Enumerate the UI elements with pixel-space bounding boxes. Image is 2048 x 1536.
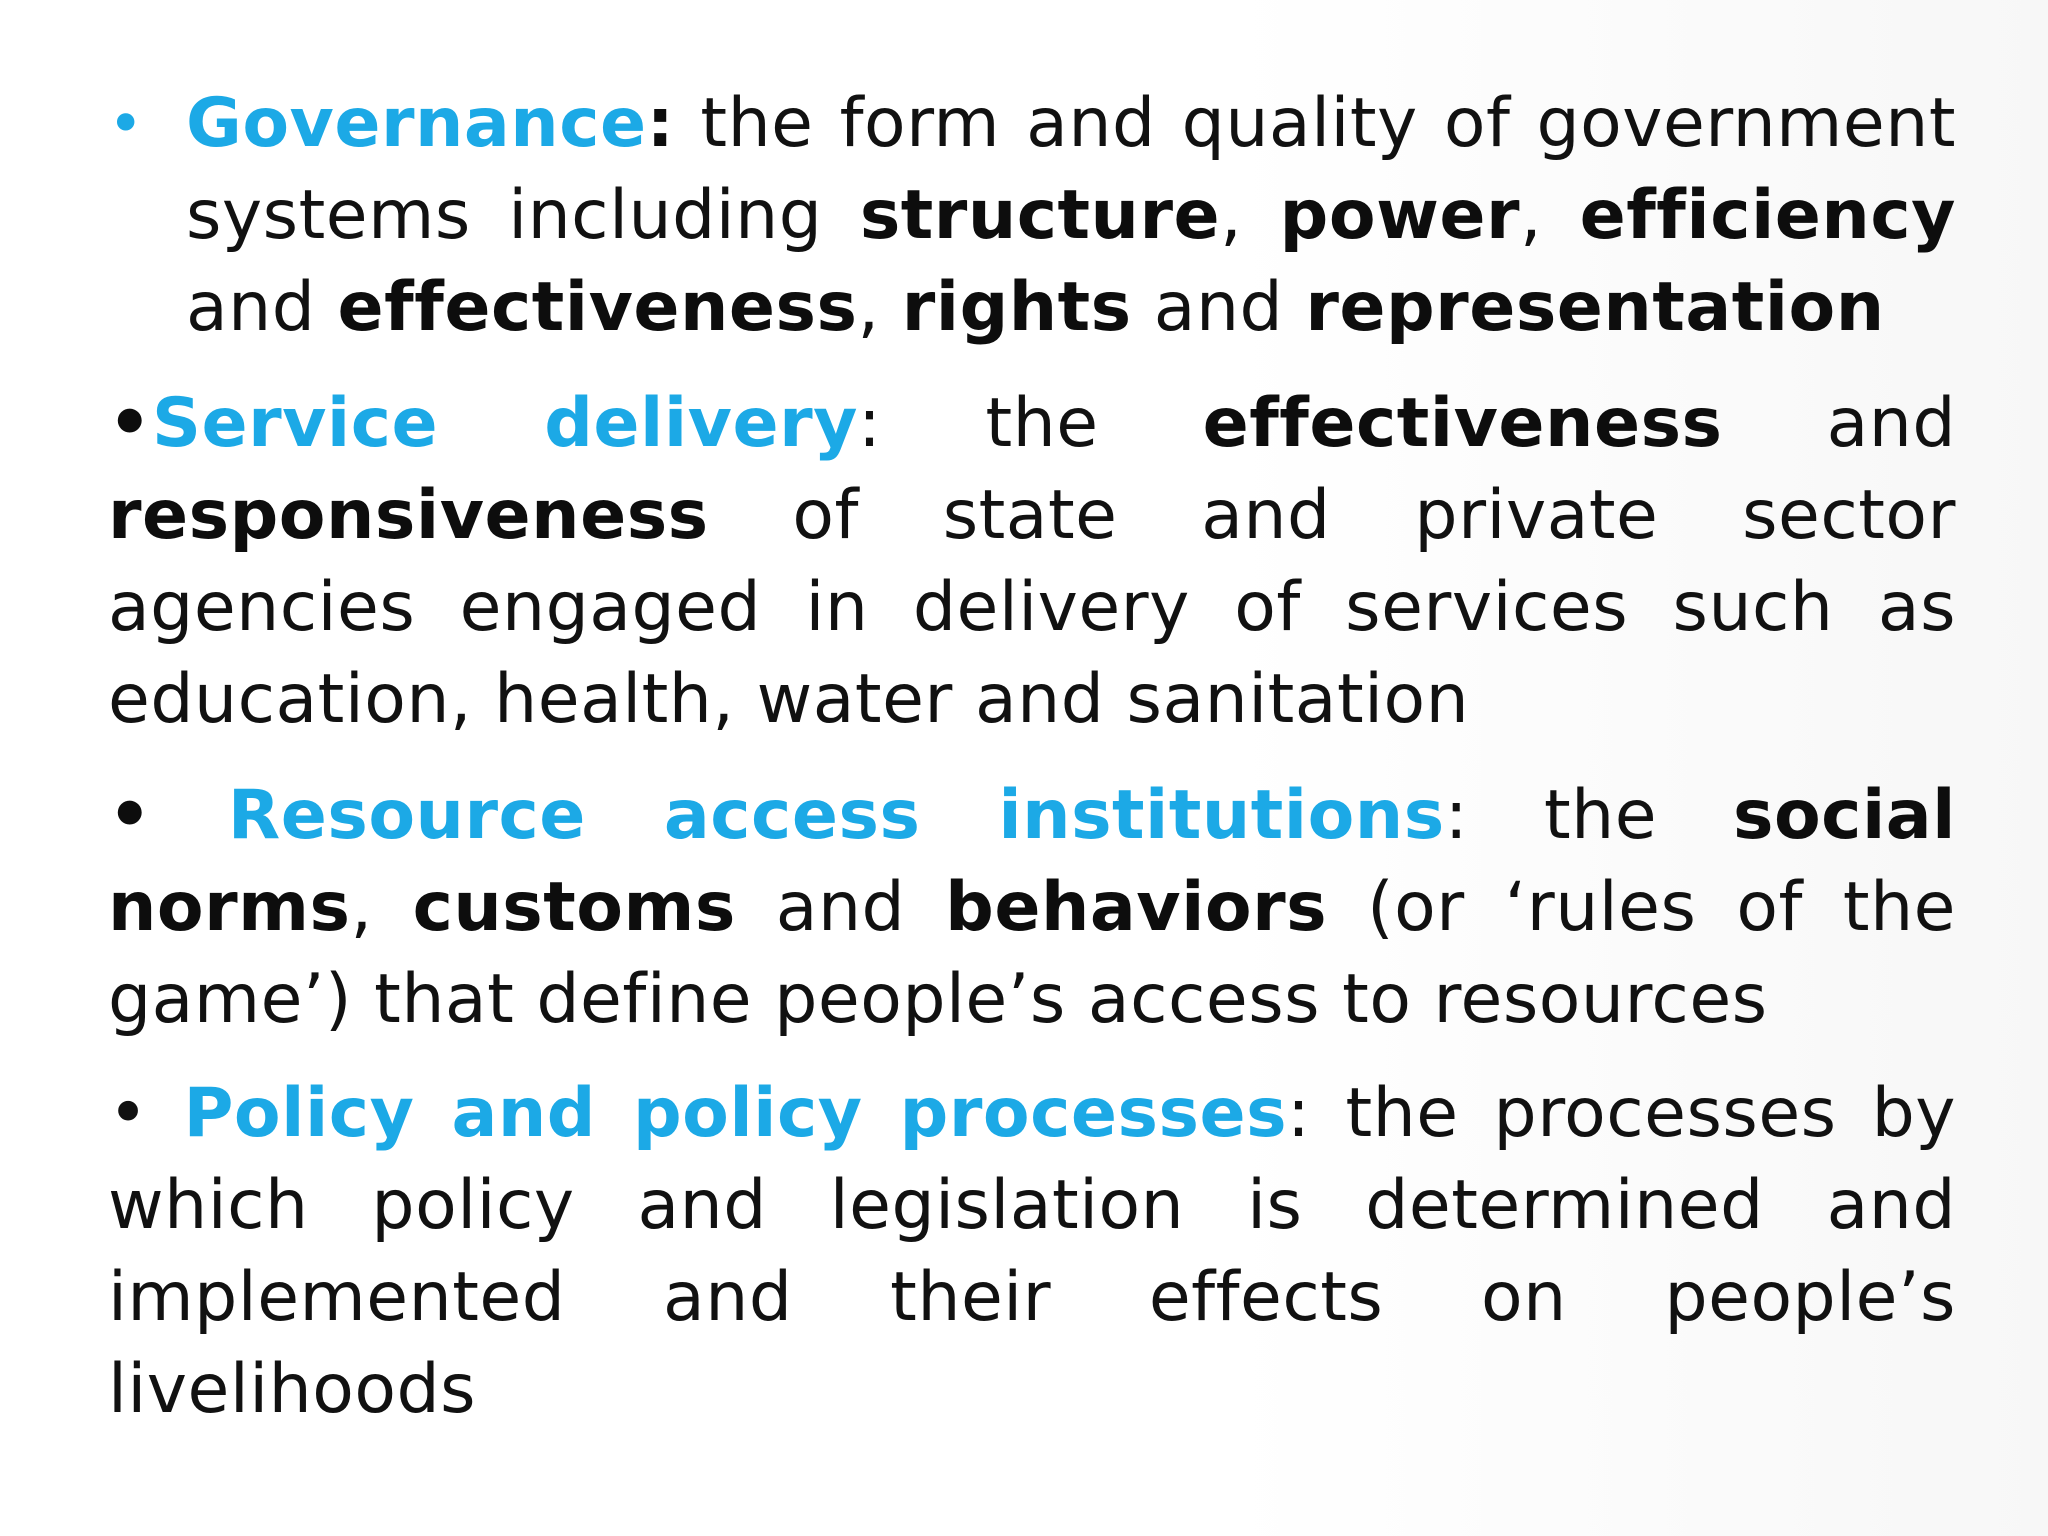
governance-effectiveness: effectiveness <box>337 268 858 347</box>
bullet-icon: • <box>108 776 152 855</box>
resource-access-colon: : <box>1444 776 1469 855</box>
governance-text-5: , <box>857 268 902 347</box>
governance-text-4: and <box>186 268 338 347</box>
governance-structure: structure <box>859 176 1221 255</box>
bullet-icon: • <box>108 1074 149 1153</box>
bullet-policy-processes <box>108 1068 1956 1436</box>
resource-access-behaviors: behaviors <box>945 868 1328 947</box>
resource-access-text-4: (or ‘rules of the game’) that define people’s access to resources <box>108 868 1956 1039</box>
resource-access-text-3: and <box>735 868 946 947</box>
bullet-service-delivery <box>108 378 1956 746</box>
service-delivery-colon: : <box>857 384 882 463</box>
governance-text-1: the form and quality of government systems including <box>186 84 1956 255</box>
resource-access-text-1: the <box>1468 776 1733 855</box>
bullet-governance <box>108 78 1956 354</box>
governance-colon: : <box>646 84 675 163</box>
bullet-icon: • <box>108 384 152 463</box>
governance-rights: rights <box>901 268 1132 347</box>
governance-text-6: and <box>1131 268 1306 347</box>
policy-processes-keyword: Policy and policy processes <box>183 1074 1288 1153</box>
policy-processes-colon: : <box>1287 1074 1311 1153</box>
bullet-icon: • <box>108 89 144 159</box>
governance-text-3: , <box>1520 176 1580 255</box>
governance-efficiency: efficiency <box>1579 176 1956 255</box>
governance-keyword: Governance <box>186 84 647 163</box>
service-delivery-text-3: of state and private sector agencies engaged in delivery of services such as education, health, water and sanitation <box>108 476 1956 739</box>
service-delivery-responsiveness: responsiveness <box>108 476 709 555</box>
governance-representation: representation <box>1305 268 1885 347</box>
policy-processes-text-1: the processes by which policy and legislation is determined and implemented and their effects on people’s livelihoods <box>108 1074 1956 1429</box>
governance-text-2: , <box>1220 176 1280 255</box>
governance-power: power <box>1279 176 1521 255</box>
service-delivery-keyword: Service delivery <box>151 384 858 463</box>
service-delivery-text-2: and <box>1722 384 1956 463</box>
service-delivery-text-1: the <box>881 384 1203 463</box>
resource-access-text-2: , <box>350 868 413 947</box>
service-delivery-effectiveness: effectiveness <box>1202 384 1723 463</box>
bullet-resource-access <box>108 770 1956 1046</box>
resource-access-customs: customs <box>412 868 736 947</box>
resource-access-keyword: Resource access institutions <box>227 776 1445 855</box>
resource-access-social-norms: social norms <box>108 776 1956 947</box>
